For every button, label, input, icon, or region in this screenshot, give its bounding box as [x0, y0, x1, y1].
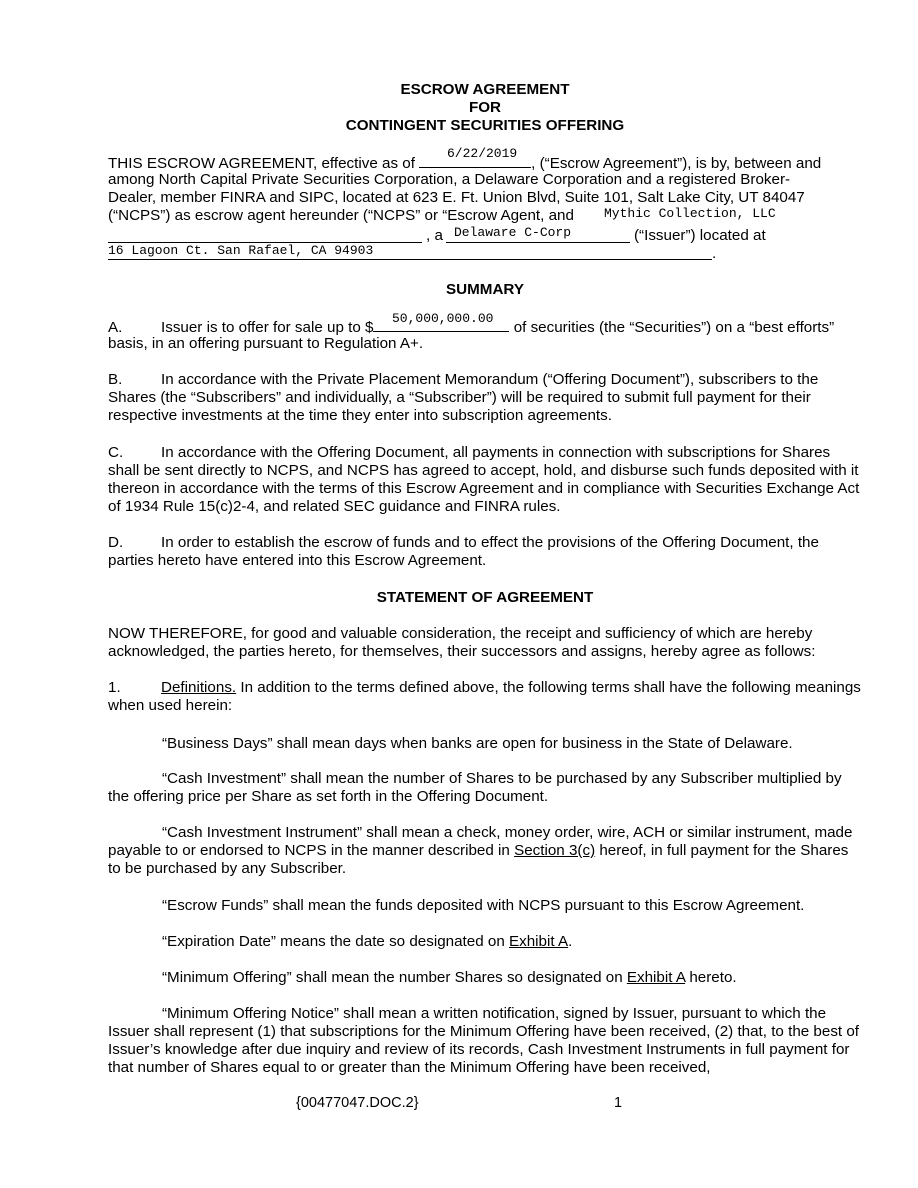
def-min-text-2: hereto. — [685, 969, 737, 986]
entity-type-line — [446, 242, 630, 243]
intro-line-3: Dealer, member FINRA and SIPC, located at 623 E. Ft. Union Blvd, Suite 101, Salt Lake City, UT 84047 — [108, 189, 805, 206]
def-expiration-date — [108, 933, 862, 951]
intro-period: . — [712, 245, 717, 262]
summary-c-label: C. — [108, 444, 124, 461]
title-line-2: FOR — [468, 99, 502, 116]
summary-c-paragraph — [108, 444, 862, 516]
summary-a-text-2: of securities (the “Securities”) on a “best efforts” — [513, 319, 835, 336]
address-line — [108, 259, 712, 260]
summary-b-label: B. — [108, 371, 123, 388]
summary-b-paragraph — [108, 371, 862, 425]
def-min-text-1: “Minimum Offering” shall mean the number Shares so designated on — [162, 969, 627, 986]
effective-date-value: 6/22/2019 — [447, 146, 518, 161]
definitions-intro: In addition to the terms defined above, the following terms shall have the following meanings when used herein: — [108, 679, 861, 714]
def-cash-investment-instrument — [108, 824, 862, 878]
def-minimum-offering — [108, 969, 862, 987]
intro-text-located: (“Issuer”) located at — [634, 227, 766, 244]
def-cii-text-1: “Cash Investment Instrument” shall mean a check, money order, wire, ACH or similar instrument, made payable to or endorsed to NCPS in the manner described in — [108, 824, 853, 859]
statement-heading: STATEMENT OF AGREEMENT — [376, 589, 594, 606]
summary-a-line-2: basis, in an offering pursuant to Regulation A+. — [108, 335, 424, 352]
intro-line-4: (“NCPS”) as escrow agent hereunder (“NCPS” or “Escrow Agent, and — [108, 207, 574, 224]
entity-type-value: Delaware C-Corp — [454, 225, 572, 240]
statement-paragraph: NOW THEREFORE, for good and valuable consideration, the receipt and sufficiency of which are hereby acknowledged, the parties hereto, for themselves, their successors and assigns, hereby agree as follows: — [108, 625, 816, 660]
section-3c-link[interactable]: Section 3(c) — [514, 842, 596, 859]
title-line-3: CONTINGENT SECURITIES OFFERING — [345, 117, 625, 134]
intro-text-a: , a — [426, 227, 443, 244]
summary-b-text: In accordance with the Private Placement Memorandum (“Offering Document”), subscribers to the Shares (the “Subscribers” and individually, a “Subscriber”) will be required to submit full payment for their respective investments at the time they enter into subscription agreements. — [108, 371, 819, 424]
summary-a-label: A. — [108, 319, 123, 336]
summary-d-label: D. — [108, 534, 124, 551]
issuer-address-value: 16 Lagoon Ct. San Rafael, CA 94903 — [108, 243, 374, 258]
def-escrow-funds: “Escrow Funds” shall mean the funds deposited with NCPS pursuant to this Escrow Agreement. — [162, 897, 805, 914]
def-cash-investment: “Cash Investment” shall mean the number of Shares to be purchased by any Subscriber multiplied by the offering price per Share as set forth in the Offering Document. — [108, 770, 842, 805]
exhibit-a-link[interactable]: Exhibit A — [509, 933, 569, 950]
def-exp-text-1: “Expiration Date” means the date so designated on — [162, 933, 509, 950]
def-cii-text-2: hereof, in full payment for the Shares to be purchased by any Subscriber. — [108, 842, 849, 877]
summary-a-text-1: Issuer is to offer for sale up to $ — [161, 319, 374, 336]
intro-line-2: among North Capital Private Securities Corporation, a Delaware Corporation and a registered Broker- — [108, 171, 791, 188]
summary-c-text: In accordance with the Offering Document, all payments in connection with subscriptions for Shares shall be sent directly to NCPS, and NCPS has agreed to accept, hold, and disburse such funds deposited with it thereon in accordance with the terms of this Escrow Agreement and in compliance with Securities Exchange Act of 1934 Rule 15(c)2-4, and related SEC guidance and FINRA rules. — [108, 444, 860, 515]
footer-doc-id: {00477047.DOC.2} — [296, 1095, 419, 1111]
def-minimum-offering-notice: “Minimum Offering Notice” shall mean a written notification, signed by Issuer, pursuant to which the Issuer shall represent (1) that subscriptions for the Minimum Offering have been received, (2) that, to the best of Issuer’s knowledge after due inquiry and review of its records, Cash Investment Instruments in full payment for that number of Shares equal to or greater than the Minimum Offering have been received, — [108, 1005, 860, 1076]
summary-d-paragraph — [108, 534, 862, 570]
offering-amount-value: 50,000,000.00 — [392, 311, 494, 326]
definitions-title: Definitions. — [161, 679, 237, 696]
exhibit-a-link-2[interactable]: Exhibit A — [626, 969, 686, 986]
summary-heading: SUMMARY — [446, 281, 524, 298]
def-business-days: “Business Days” shall mean days when banks are open for business in the State of Delaware. — [162, 735, 793, 752]
definitions-paragraph — [108, 679, 862, 715]
definitions-number: 1. — [108, 679, 121, 696]
def-exp-text-2: . — [568, 933, 573, 950]
issuer-name-value: Mythic Collection, LLC — [604, 206, 776, 221]
title-line-1: ESCROW AGREEMENT — [400, 81, 570, 98]
summary-d-text: In order to establish the escrow of funds and to effect the provisions of the Offering Document, the parties hereto have entered into this Escrow Agreement. — [108, 534, 819, 569]
intro-text-2: , (“Escrow Agreement”), is by, between and — [531, 155, 822, 172]
intro-text-1: THIS ESCROW AGREEMENT, effective as of — [108, 155, 415, 172]
footer-page-number: 1 — [614, 1095, 623, 1111]
